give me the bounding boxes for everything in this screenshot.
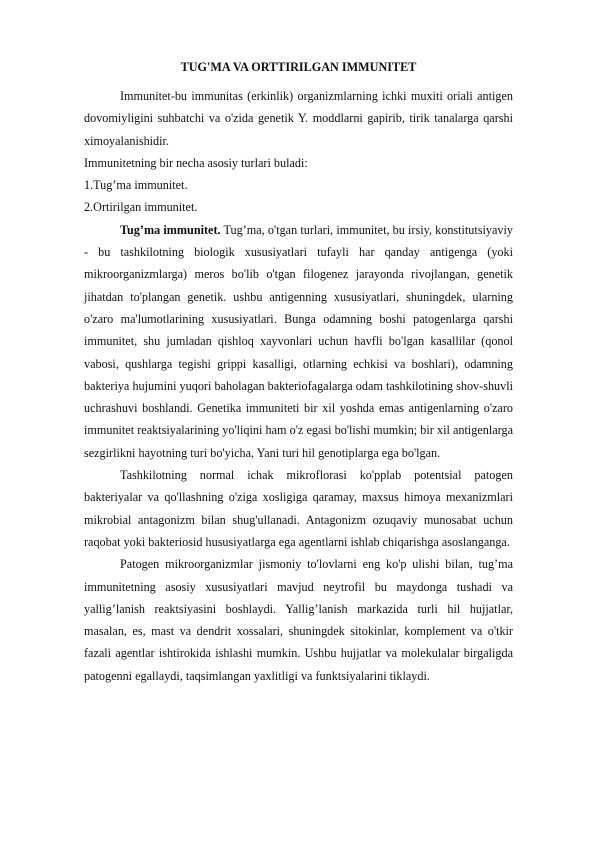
innate-immunity-paragraph <box>84 219 513 464</box>
types-heading: Immunitetning bir necha asosiy turlari buladi: <box>84 155 308 170</box>
document-page <box>84 58 513 687</box>
type-item-acquired: 2.Ortirilgan immunitet. <box>84 200 198 215</box>
type-item-innate: 1.Tug’ma immunitet. <box>84 178 188 193</box>
document-title: TUG'MA VA ORTTIRILGAN IMMUNITET <box>180 60 417 74</box>
intro-paragraph: Immunitet-bu immunitas (erkinlik) organizmlarning ichki muxiti oriali antigen dovomiyligini suhbatchi va o'zida genetik Y. moddlarni gapirib, tirik tanalarga qarshi ximoyalanishidir. <box>84 89 513 148</box>
innate-immunity-text: Tug’ma, o'tgan turlari, immunitet, bu irsiy, konstitutsiyaviy - bu tashkilotning biologik xususiyatlari tufayli har qanday antigenga (yoki mikroorganizmlarga) meros bo'lib o'tgan filogenez jarayonda rivojlangan, genetik jihatdan to'plangan genetik. ushbu antigenning xususiyatlari, shuningdek, ularning o'zaro ma'lumotlarining xususiyatlari. Bunga odamning boshi patogenlarga qarshi immunitet, shu jumladan qishloq xayvonlari uchun havfli bo'lgan kasallilar (qonol vabosi, qushlarga tegishi grippi kasalligi, otlarning echkisi va boshlari), odamning bakteriya hujumini yuqori baholagan bakteriofagalarga odam tashkilotining shov-shuvli uchrashuvi boshlandi. Genetika immuniteti bir xil yoshda emas antigenlarning o'zaro immunitet reaktsiyalarining yo'liqini ham o'z egasi bo'lishi mumkin; bir xil antigenlarga sezgirlikni hayotning turi bo'yicha, Yani turi hil genotiplarga ega bo'lgan. <box>84 222 513 460</box>
innate-immunity-lead: Tug’ma immunitet. <box>120 222 221 237</box>
microflora-paragraph: Tashkilotning normal ichak mikroflorasi ko'pplab potentsial patogen bakteriyalar va qo'llashning o'ziga xosligiga qaramay, maxsus himoya mexanizmlari mikrobial antagonizm bilan shug'ullanadi. Antagonizm ozuqaviy munosabat uchun raqobat yoki bakteriosid hususiyatlarga ega agentlarni ishlab chiqarishga asoslanganga. <box>84 468 513 549</box>
pathogen-paragraph: Patogen mikroorganizmlar jismoniy to'lovlarni eng ko'p ulishi bilan, tug’ma immunitetning asosiy xususiyatlari mavjud neytrofil bu maydonga tushadi va yallig’lanish reaktsiyasini boshlaydi. Yallig’lanish markazida turli hil hujjatlar, masalan, es, mast va dendrit xossalari, shuningdek sitokinlar, komplement va o'tkir fazali agentlar ishtirokida ishlashi mumkin. Ushbu hujjatlar va molekulalar birgaligda patogenni egallaydi, taqsimlangan yaxlitligi va funktsiyalarini tiklaydi. <box>84 557 513 683</box>
